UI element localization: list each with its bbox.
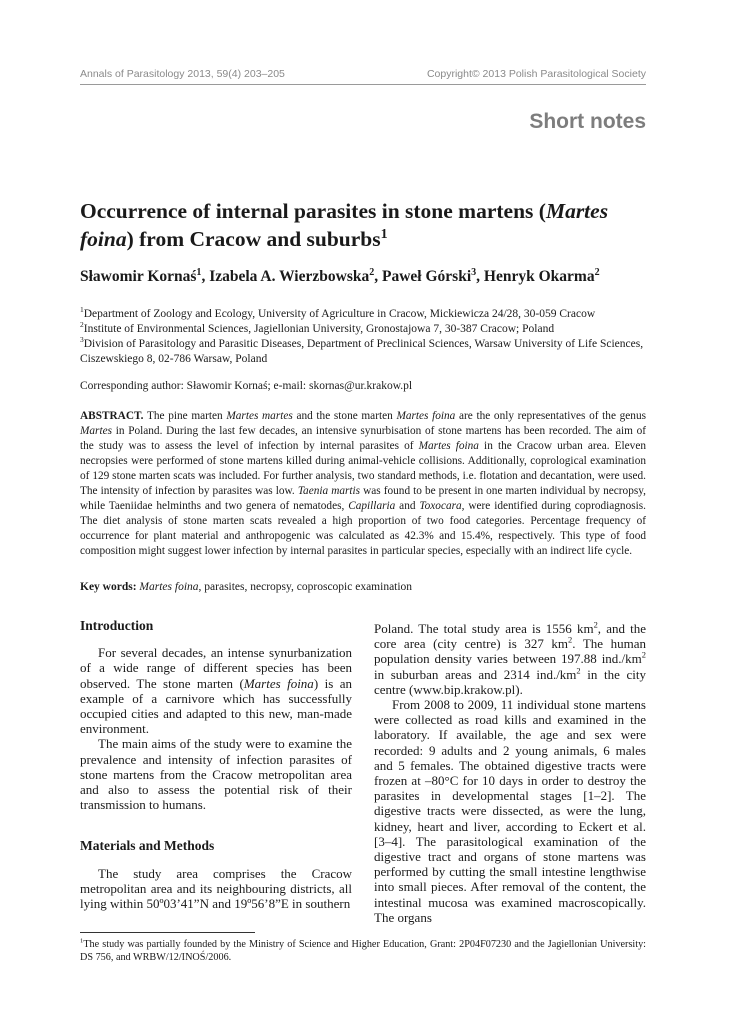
abstract: ABSTRACT. The pine marten Martes martes and the stone marten Martes foina are the only representatives of the genus Martes in Poland. During the last few decades, an intensive synurbisation of stone martens has been recorded. The aim of the study was to assess the level of infection by internal parasites of Martes foina in the Cracow urban area. Eleven necropsies were performed of stone martens killed during animal-vehicle collisions. Additionally, coprological examination of 129 stone marten scats was included. For further analysis, two standard methods, i.e. flotation and decantation, were used. The intensity of infection by parasites was low. Taenia martis was found to be present in one marten individual by necropsy, while Taeniidae helminths and two genera of nematodes, Capillaria and Toxocara, were identified during coprodiagnosis. The diet analysis of stone marten scats revealed a high proportion of two food categories. Percentage frequency of occurrence for plant material and anthropogenic was calculated as 42.3% and 15.4%, respectively. This type of food composition might suggest lower infection by internal parasites in particular species, especially with an indirect life cycle. (80, 410, 646, 557)
author-list: Sławomir Kornaś$^1$, Izabela A. Wierzbowska$^2$, Paweł Górski$^3$, Henryk Okarma$^2$ (80, 266, 600, 285)
keywords: Key words: Martes foina, parasites, necropsy, coproscopic examination (80, 581, 413, 593)
corresponding-author: Corresponding author: Sławomir Kornaś; e-mail: skornas@ur.krakow.pl (80, 380, 413, 392)
paragraph: From 2008 to 2009, 11 individual stone martens were collected as road kills and examined in the laboratory. If available, the age and sex were recorded: 9 adults and 2 young animals, 6 males and 5 females. The obtained digestive tracts were frozen at –80°C for 10 days in order to destroy the parasites in developmental stages [1–2]. The digestive tracts were dissected, as were the lung, kidney, heart and liver, according to Eckert et al. [3–4]. The parasitological examination of the digestive tract and organs of stone martens was performed by cutting the small intestine lengthwise into small pieces. After removal of the content, the intestinal mucosa was examined macroscopically. The organs (374, 697, 646, 925)
author-name: Izabela A. Wierzbowska (209, 268, 370, 285)
paragraph: Poland. The total study area is 1556 $km^2$, and the core area (city centre) is 327 $km^2$. The human population density varies between 197.88 $ind./km^2$ in suburban areas and 2314 $ind./km^2$ in the city centre (www.bip.krakow.pl). (374, 619, 646, 697)
section-heading-methods: Materials and Methods (80, 838, 215, 854)
author-name: Sławomir Kornaś (80, 268, 197, 285)
right-column (374, 621, 646, 925)
footnote-rule (80, 932, 255, 933)
copyright-notice: Copyright© 2013 Polish Parasitological Society (426, 68, 646, 80)
paragraph: For several decades, an intense synurbanization of a wide range of different species has been observed. The stone marten (Martes foina) is an example of a carnivore which has successfully occupied cities and adapted to this new, man-made environment. (80, 645, 352, 737)
author-name: Paweł Górski (382, 268, 472, 285)
author-name: Henryk Okarma (483, 268, 595, 285)
section-label: Short notes (529, 110, 646, 133)
section-heading-introduction: Introduction (80, 618, 154, 633)
affiliations (80, 307, 646, 367)
header-rule (80, 84, 646, 85)
affiliation: $^3$Division of Parasitology and Parasitic Diseases, Department of Preclinical Sciences, Warsaw University of Life Sciences, Ciszewskiego 8, 02-786 Warsaw, Poland (80, 335, 644, 365)
paragraph: The study area comprises the Cracow metropolitan area and its neighbouring districts, all lying within 50º03’41”N and 19º56’8”E in southern (80, 865, 352, 912)
left-column (80, 618, 352, 911)
affiliation: $^2$Institute of Environmental Sciences, Jagiellonian University, Gronostajowa 7, 30-387 Cracow; Poland (80, 320, 555, 335)
paragraph: The main aims of the study were to examine the prevalence and intensity of infection parasites of stone martens from the Cracow metropolitan area and also to assess the potential risk of their transmission to humans. (80, 736, 352, 813)
journal-citation: Annals of Parasitology 2013, 59(4) 203–205 (80, 68, 285, 80)
footnote: $^1$The study was partially founded by the Ministry of Science and Higher Education, Grant: 2P04F07230 and the Jagiellonian University: DS 756, and WRBW/12/INOŚ/2006. (80, 937, 646, 963)
affiliation: $^1$Department of Zoology and Ecology, University of Agriculture in Cracow, Mickiewicza 24/28, 30-059 Cracow (80, 305, 596, 320)
article-title: Occurrence of internal parasites in stone martens (Martes foina) from Cracow and suburbs$^1$ (80, 199, 609, 251)
